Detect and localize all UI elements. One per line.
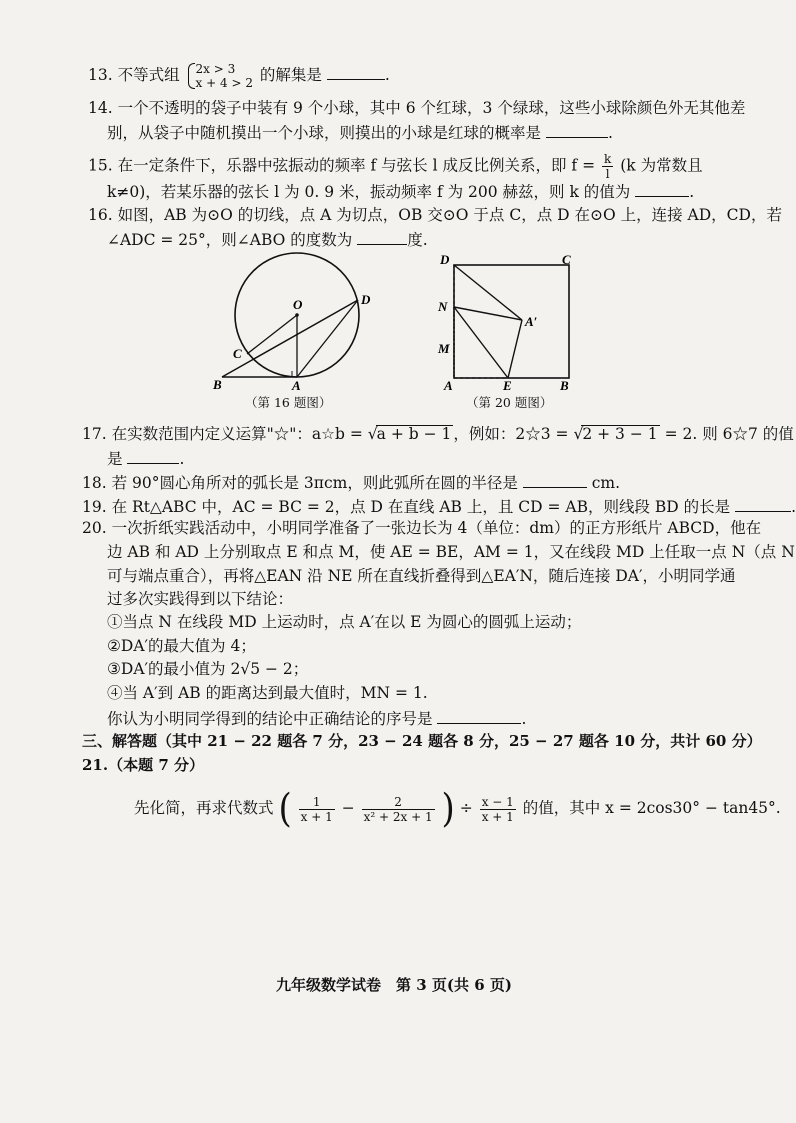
inequality-2: x + 4 > 2 (195, 76, 253, 90)
fraction-1 (299, 795, 335, 824)
period: . (179, 450, 185, 468)
question-text: 在一定条件下，乐器中弦振动的频率 f 与弦长 l 成反比例关系，即 f = (117, 156, 596, 175)
question-text: k≠0)，若某乐器的弦长 l 为 0. 9 米，振动频率 f 为 200 赫兹，则 k 的值为 (107, 183, 631, 201)
segment-ad (297, 300, 358, 377)
unit: cm. (591, 474, 621, 492)
answer-blank[interactable] (635, 180, 689, 197)
label-o: O (293, 297, 303, 312)
question-text: (k 为常数且 (620, 156, 703, 175)
segment-ne (454, 307, 508, 378)
question-19 (82, 495, 796, 517)
right-paren: ) (441, 786, 455, 832)
question-20-line-3: 可与端点重合），再将△EAN 沿 NE 所在直线折叠得到△EA′N，随后连接 DA′，小明同学通 (107, 567, 736, 585)
question-number: 16. (88, 206, 113, 224)
segment-a1e (508, 320, 522, 378)
question-21-heading: 21.（本题 7 分） (82, 756, 204, 774)
question-20-line-4: 过多次实践得到以下结论： (107, 590, 294, 608)
answer-blank[interactable] (437, 707, 521, 724)
label-d: D (440, 252, 450, 267)
figure-16 (210, 250, 380, 395)
label-a-prime: A′ (525, 314, 538, 329)
figure-20-caption: （第 20 题图） (466, 395, 553, 410)
period: . (521, 710, 527, 728)
question-text: ，例如：2☆3 = (453, 425, 569, 443)
conclusion-3: ③DA′的最小值为 2√5 − 2； (107, 660, 309, 678)
answer-blank[interactable] (357, 228, 407, 245)
question-number: 19. (82, 498, 107, 516)
question-text: 在实数范围内定义运算"☆"：a☆b = (111, 425, 363, 443)
question-number: 20. (82, 519, 107, 537)
question-number: 18. (82, 474, 107, 492)
question-text: 若 90°圆心角所对的弧长是 3πcm，则此弧所在圆的半径是 (111, 474, 518, 492)
fraction-denominator: x + 1 (300, 809, 333, 824)
label-c: C (233, 346, 242, 361)
divide-sign: ÷ (459, 799, 473, 817)
figure-16-diagram (210, 250, 380, 395)
question-14-line-2 (107, 121, 613, 143)
question-text: 不等式组 (117, 66, 180, 84)
label-e: E (503, 378, 512, 393)
period: . (607, 124, 613, 142)
minus-sign: − (341, 799, 355, 817)
question-number: 13. (88, 66, 113, 84)
question-number: 15. (88, 156, 113, 175)
label-m: M (438, 341, 450, 356)
period: . (689, 183, 695, 201)
fraction-k-over-l (602, 152, 613, 181)
question-text: 是 (107, 450, 123, 468)
fraction-numerator: k (604, 152, 612, 166)
question-14-line-1 (88, 98, 745, 118)
question-text: 你认为小明同学得到的结论中正确结论的序号是 (107, 710, 433, 728)
label-b: B (213, 377, 222, 392)
question-text: ∠ADC = 25°，则∠ABO 的度数为 (107, 231, 353, 249)
segment-na1 (454, 307, 522, 320)
answer-blank[interactable] (735, 495, 791, 512)
label-c: C (562, 252, 571, 267)
question-text: 在 Rt△ABC 中，AC = BC = 2，点 D 在直线 AB 上，且 CD = AB，则线段 BD 的长是 (111, 498, 731, 516)
question-17-line-2 (107, 447, 184, 469)
answer-blank[interactable] (327, 63, 385, 80)
question-text-tail: 度. (407, 231, 428, 249)
page-footer: 九年级数学试卷 第 3 页(共 6 页) (276, 976, 512, 994)
inequality-system (187, 62, 253, 90)
question-text: 先化简，再求代数式 (134, 799, 274, 817)
question-21-expression (134, 786, 781, 832)
conclusion-2: ②DA′的最大值为 4； (107, 637, 256, 655)
question-text: 一次折纸实践活动中，小明同学准备了一张边长为 4（单位：dm）的正方形纸片 ABCD，他在 (111, 519, 762, 537)
question-text: = 2. 则 6☆7 的值 (664, 425, 794, 443)
fraction-2 (362, 795, 435, 824)
radical-expression-1: a + b − 1 (376, 425, 452, 443)
conclusion-4: ④当 A′到 AB 的距离达到最大值时，MN = 1. (107, 684, 428, 702)
question-15-line-2 (107, 180, 694, 202)
answer-blank[interactable] (127, 447, 179, 464)
label-b: B (560, 378, 569, 393)
fraction-denominator: x² + 2x + 1 (363, 809, 433, 824)
fraction-numerator: 2 (362, 795, 435, 810)
question-20-ask (107, 707, 526, 729)
figure-20-diagram (436, 250, 576, 395)
fraction-numerator: 1 (299, 795, 335, 810)
point-o (295, 313, 299, 317)
question-text: 如图，AB 为⊙O 的切线，点 A 为切点，OB 交⊙O 于点 C，点 D 在⊙O 上，连接 AD，CD，若 (117, 206, 782, 224)
question-16-line-2 (107, 228, 428, 250)
question-15-line-1 (88, 152, 703, 181)
period: . (384, 66, 390, 84)
fraction-denominator: l (605, 167, 610, 181)
fraction-numerator: x − 1 (481, 794, 514, 809)
conclusion-1: ①当点 N 在线段 MD 上运动时，点 A′在以 E 为圆心的圆弧上运动； (107, 613, 582, 631)
question-16-line-1 (88, 205, 782, 225)
question-20-line-2: 边 AB 和 AD 上分别取点 E 和点 M，使 AE = BE，AM = 1，又在线段 MD 上任取一点 N（点 N (107, 543, 795, 561)
answer-blank[interactable] (523, 471, 587, 488)
radical-expression-2: 2 + 3 − 1 (582, 425, 658, 443)
question-number: 14. (88, 99, 113, 117)
question-20-line-1 (82, 518, 761, 538)
label-n: N (438, 299, 448, 314)
segment-da1 (454, 265, 522, 320)
question-text-tail: 的解集是 (259, 66, 322, 84)
label-a: A (292, 378, 301, 393)
label-d: D (361, 292, 371, 307)
fraction-3 (480, 795, 516, 824)
question-text-tail: 的值，其中 x = 2cos30° − tan45°. (522, 799, 781, 817)
figure-16-caption: （第 16 题图） (245, 395, 332, 410)
left-paren: ( (278, 786, 292, 832)
figure-20 (436, 250, 576, 395)
question-number: 17. (82, 425, 107, 443)
inequality-1: 2x > 3 (195, 62, 236, 76)
answer-blank[interactable] (546, 121, 608, 138)
question-text: 一个不透明的袋子中装有 9 个小球，其中 6 个红球，3 个绿球，这些小球除颜色外无其他差 (117, 99, 746, 117)
question-17-line-1: 17. 在实数范围内定义运算"☆"：a☆b = √a + b − 1 ，例如：2☆3 = √2 + 3 − 1 = 2. 则 6☆7 的值 (82, 425, 794, 443)
question-text: 别，从袋子中随机摸出一个小球，则摸出的小球是红球的概率是 (107, 124, 542, 142)
label-a: A (444, 378, 453, 393)
segment-bd (222, 300, 358, 377)
section-heading: 三、解答题（其中 21 − 22 题各 7 分，23 − 24 题各 8 分，25 − 27 题各 10 分，共计 60 分） (82, 732, 762, 750)
fraction-denominator: x + 1 (481, 809, 514, 824)
period: . (791, 498, 796, 516)
question-13 (88, 62, 390, 90)
question-18 (82, 471, 620, 493)
